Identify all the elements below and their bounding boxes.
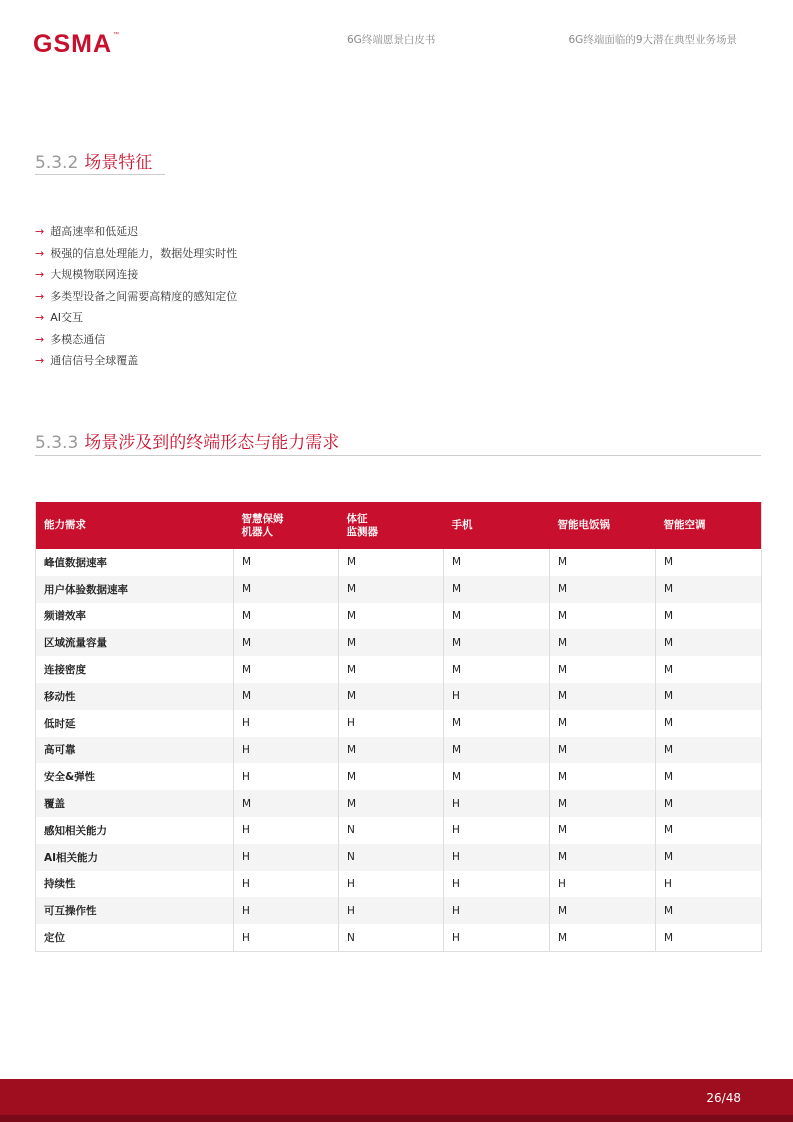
table-row: [36, 629, 762, 656]
bullet-item: [35, 243, 237, 265]
table-cell: M: [339, 629, 444, 656]
arrow-right-icon: →: [35, 289, 45, 303]
table-cell: M: [444, 656, 550, 683]
table-cell: H: [339, 871, 444, 898]
table-cell: M: [656, 763, 762, 790]
table-cell: H: [656, 871, 762, 898]
row-label: 高可靠: [36, 737, 234, 764]
table-cell: M: [656, 549, 762, 576]
row-label: 频谱效率: [44, 610, 86, 623]
table-cell: M: [550, 897, 656, 924]
table-cell: M: [550, 737, 656, 764]
footer-bar: [0, 1079, 793, 1122]
table-cell: H: [444, 844, 550, 871]
section-number: 5.3.2: [35, 153, 79, 173]
bullet-text: 超高速率和低延迟: [50, 225, 139, 238]
table-row: [36, 871, 762, 898]
row-label: 持续性: [44, 878, 76, 891]
table-header-row: [36, 502, 762, 549]
table-cell: M: [339, 790, 444, 817]
table-row: [36, 763, 762, 790]
table-cell: M: [339, 683, 444, 710]
table-cell: M: [656, 817, 762, 844]
table-cell: H: [234, 737, 339, 764]
table-cell: M: [656, 629, 762, 656]
row-label: 可互操作性: [36, 897, 234, 924]
table-cell: M: [444, 737, 550, 764]
row-label: 连接密度: [44, 664, 86, 677]
table-cell: M: [444, 629, 550, 656]
table-row: [36, 737, 762, 764]
column-header: [550, 502, 656, 549]
column-header-text: 监测器: [346, 525, 378, 538]
table-cell: H: [234, 844, 339, 871]
table-cell: H: [444, 924, 550, 951]
table-cell: M: [339, 737, 444, 764]
table-row: [36, 817, 762, 844]
table-cell: M: [550, 763, 656, 790]
bullet-text: 大规模物联网连接: [50, 268, 139, 281]
arrow-right-icon: →: [35, 354, 45, 367]
bullet-item: [35, 286, 237, 308]
arrow-right-icon: →: [35, 311, 45, 324]
table-cell: M: [444, 576, 550, 603]
table-cell: N: [339, 817, 444, 844]
table-cell: M: [656, 576, 762, 603]
table-cell: M: [339, 576, 444, 603]
page-number: 26/48: [706, 1091, 741, 1105]
table-cell: M: [656, 603, 762, 630]
table-cell: H: [550, 871, 656, 898]
arrow-right-icon: →: [35, 246, 45, 260]
table-cell: M: [550, 576, 656, 603]
table-cell: H: [234, 710, 339, 737]
table-cell: H: [444, 871, 550, 898]
column-header-text: 能力需求: [44, 519, 86, 531]
table-cell: M: [234, 549, 339, 576]
column-header-text: 体征: [346, 512, 368, 525]
table-cell: H: [444, 683, 550, 710]
column-header: [339, 502, 444, 549]
feature-list: [35, 221, 237, 372]
section-heading-scene-features: [35, 148, 152, 173]
table-row: [36, 656, 762, 683]
table-cell: H: [444, 817, 550, 844]
table-row: [36, 844, 762, 871]
table-cell: M: [444, 710, 550, 737]
table-body: [36, 549, 762, 951]
row-label: 定位: [36, 924, 234, 951]
table-row: [36, 924, 762, 951]
bullet-text: 多模态通信: [50, 332, 106, 346]
table-cell: M: [339, 656, 444, 683]
table-cell: H: [234, 924, 339, 951]
table-row: [36, 549, 762, 576]
table-cell: M: [234, 576, 339, 603]
bullet-text: AI交互: [50, 311, 83, 324]
table-cell: M: [550, 549, 656, 576]
table-row: [36, 897, 762, 924]
table-cell: M: [550, 844, 656, 871]
row-label: 峰值数据速率: [44, 556, 107, 569]
section-number: 5.3.3: [35, 433, 79, 453]
column-header-text: 机器人: [241, 525, 273, 538]
table-cell: M: [550, 603, 656, 630]
table-cell: H: [444, 790, 550, 817]
column-header: [36, 502, 234, 549]
section-title: 场景涉及到的终端形态与能力需求: [84, 433, 340, 453]
table-cell: M: [234, 603, 339, 630]
table-cell: H: [339, 710, 444, 737]
section-heading-terminal-requirements: [35, 428, 339, 453]
table-cell: M: [656, 790, 762, 817]
table-cell: M: [656, 710, 762, 737]
table-cell: M: [656, 683, 762, 710]
table-cell: M: [444, 603, 550, 630]
header-doc-title: 6G终端愿景白皮书: [347, 34, 436, 46]
column-header: [234, 502, 339, 549]
row-label: 区域流量容量: [36, 629, 234, 656]
capability-table: [35, 502, 762, 952]
table-cell: M: [656, 844, 762, 871]
column-header-text: 手机: [451, 519, 473, 531]
column-header: [656, 502, 762, 549]
table-cell: M: [339, 763, 444, 790]
column-header-text: 智慧保姆: [241, 512, 284, 525]
bullet-text: 通信信号全球覆盖: [50, 354, 139, 367]
table-cell: M: [550, 710, 656, 737]
table-cell: H: [234, 871, 339, 898]
row-label: 覆盖: [36, 790, 234, 817]
table-cell: M: [234, 683, 339, 710]
table-row: [36, 710, 762, 737]
table-cell: M: [444, 763, 550, 790]
table-cell: N: [339, 924, 444, 951]
column-header: [444, 502, 550, 549]
table-cell: M: [550, 629, 656, 656]
header-chapter-title: 6G终端面临的9大潜在典型业务场景: [568, 34, 737, 46]
column-header-text: 智能电饭锅: [557, 519, 610, 531]
bullet-item: [35, 307, 237, 329]
bullet-item: [35, 264, 237, 286]
section-divider: [35, 455, 761, 456]
table-cell: M: [550, 683, 656, 710]
table-cell: H: [444, 897, 550, 924]
table-cell: M: [339, 603, 444, 630]
footer-stripe: [0, 1115, 793, 1122]
row-label: 用户体验数据速率: [36, 576, 234, 603]
bullet-text: 多类型设备之间需要高精度的感知定位: [50, 289, 238, 303]
column-header-text: 智能空调: [663, 519, 706, 531]
bullet-item: [35, 350, 237, 372]
table-cell: M: [550, 656, 656, 683]
table-cell: N: [339, 844, 444, 871]
table-cell: H: [339, 897, 444, 924]
row-label: 安全&弹性: [44, 771, 96, 784]
bullet-text: 极强的信息处理能力，数据处理实时性: [50, 246, 238, 260]
row-label: 移动性: [36, 683, 234, 710]
table-cell: M: [656, 924, 762, 951]
table-row: [36, 683, 762, 710]
table-cell: M: [550, 790, 656, 817]
bullet-item: [35, 329, 237, 351]
table-cell: M: [444, 549, 550, 576]
table-cell: M: [550, 924, 656, 951]
table-cell: M: [234, 629, 339, 656]
table-row: [36, 576, 762, 603]
table-row: [36, 790, 762, 817]
table-cell: M: [234, 790, 339, 817]
arrow-right-icon: →: [35, 225, 45, 238]
arrow-right-icon: →: [35, 332, 45, 346]
table-cell: M: [656, 897, 762, 924]
table-cell: M: [656, 737, 762, 764]
row-label: 感知相关能力: [44, 824, 107, 837]
table-cell: M: [234, 656, 339, 683]
bullet-item: [35, 221, 237, 243]
section-title: 场景特征: [84, 153, 153, 173]
table-row: [36, 603, 762, 630]
gsma-logo: GSMA™: [33, 30, 120, 58]
table-cell: M: [656, 656, 762, 683]
section-divider: [35, 174, 165, 175]
row-label: 低时延: [44, 717, 76, 730]
table-cell: H: [234, 763, 339, 790]
table-cell: H: [234, 897, 339, 924]
row-label: AI相关能力: [36, 844, 234, 871]
table-cell: M: [339, 549, 444, 576]
table-cell: M: [550, 817, 656, 844]
arrow-right-icon: →: [35, 268, 45, 281]
table-cell: H: [234, 817, 339, 844]
